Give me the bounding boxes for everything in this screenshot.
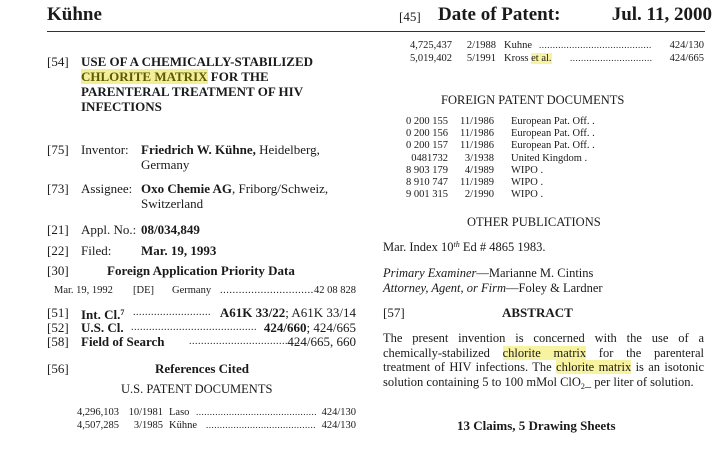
int-cl-row: Int. Cl.$^7$ .......................... A61K 33/22; A61K 33/14 [81,305,356,322]
foreign-docs-table: 0 200 155 11/1986 European Pat. Off. . 0 200 156 11/1986 European Pat. Off. . 0 200 157 11/1986 European Pat. Off. . 0481732 3/1938 United Kingdom . 8 903 179 4/1989 WIPO . 8 910 747 11/1989 WIPO . 9 001 315 2/1990 WIPO . [406,116,595,201]
search-highlight: chlorite matrix [502,345,587,360]
title-line-1: USE OF A CHEMICALLY-STABILIZED [81,54,314,69]
title-line-4: INFECTIONS [81,99,162,114]
table-row: 4,296,103 10/1981 Laso ............................................ 424/130 [77,407,356,418]
int-cl-value: A61K 33/22; A61K 33/14 [219,305,356,320]
us-cl-value: 424/660; 424/665 [263,320,356,335]
int-cl-label: Int. Cl.$^7$ [81,307,125,322]
table-row: 5,019,402 5/1991 Kross et al. .............................. 424/665 [410,53,704,64]
assignee-value: Oxo Chemie AG, Friborg/Schweiz, [141,181,329,196]
us-cl-code: [52] [47,320,69,335]
us-docs-left [71,406,356,432]
appl-no-code: [21] [47,222,69,237]
header-rule [47,31,705,32]
assignee-code: [73] [47,181,69,196]
us-cl-row: U.S. Cl. .......................................... 424/660; 424/665 [81,320,356,335]
date-field-code: [45] [399,9,421,24]
inventor-code: [75] [47,142,69,157]
filed-code: [22] [47,243,69,258]
search-highlight: et al. [531,53,552,64]
table-row: 4,725,437 2/1988 Kuhne ......................................... 424/130 [410,40,704,51]
field-search-value: 424/665, 660 [287,334,356,349]
int-cl-code: [51] [47,305,69,320]
table-row: 4,507,285 3/1985 Kühne ........................................ 424/130 [77,420,356,431]
abstract-code: [57] [383,305,405,320]
abstract-heading: ABSTRACT [502,305,573,320]
foreign-patent-docs-heading: FOREIGN PATENT DOCUMENTS [441,93,625,107]
foreign-priority-code: [30] [47,263,69,278]
attorney-agent-firm: Attorney, Agent, or Firm—Foley & Lardner [383,281,603,295]
field-search-code: [58] [47,334,69,349]
us-cl-label: U.S. Cl. [81,320,124,335]
references-heading: References Cited [155,361,249,376]
date-of-patent-value: Jul. 11, 2000 [611,4,712,25]
patent-title [81,54,351,114]
abstract-text: The present invention is concerned with the use of a chemically-stabilized chlorite matrix for the parenteral treatment of HIV infections. The chlorite matrix is an isotonic solution containing 5 to 100 mMol ClO$_2$_ per liter of solution. [383,331,705,391]
title-line-2: CHLORITE MATRIX FOR THE [81,69,269,84]
filed-value: Mar. 19, 1993 [141,243,217,258]
inventor-name: Friedrich W. Kühne, [141,142,256,157]
references-code: [56] [47,361,69,376]
inventor-value: Friedrich W. Kühne, Heidelberg, [141,142,320,157]
assignee-country: Switzerland [141,196,204,211]
title-code: [54] [47,54,69,69]
appl-no-value: 08/034,849 [141,222,200,237]
us-docs-right [404,39,704,65]
field-search-label: Field of Search [81,334,165,349]
assignee-label: Assignee: [81,181,133,196]
inventor-country: Germany [141,157,190,172]
other-publication-entry: Mar. Index 10th Ed # 4865 1983. [383,240,546,254]
foreign-priority-entry: Mar. 19, 1992 [DE] Germany .............................. 42 08 828 [54,285,356,296]
title-line-3: PARENTERAL TREATMENT OF HIV [81,84,304,99]
search-highlight: chlorite matrix [556,360,632,375]
field-search-row: Field of Search ....................................... 424/665, 660 [81,334,356,349]
appl-no-label: Appl. No.: [81,222,137,237]
other-publications-heading: OTHER PUBLICATIONS [467,215,601,229]
search-highlight: CHLORITE MATRIX [81,69,208,84]
primary-examiner: Primary Examiner—Marianne M. Cintins [383,266,594,280]
inventor-surname-heading: Kühne [47,4,102,25]
us-patent-docs-heading: U.S. PATENT DOCUMENTS [121,382,273,396]
date-of-patent-label: Date of Patent: [438,4,561,25]
assignee-name: Oxo Chemie AG [141,181,232,196]
foreign-priority-heading: Foreign Application Priority Data [107,263,295,278]
claims-summary: 13 Claims, 5 Drawing Sheets [457,418,616,433]
inventor-label: Inventor: [81,142,129,157]
filed-label: Filed: [81,243,112,258]
